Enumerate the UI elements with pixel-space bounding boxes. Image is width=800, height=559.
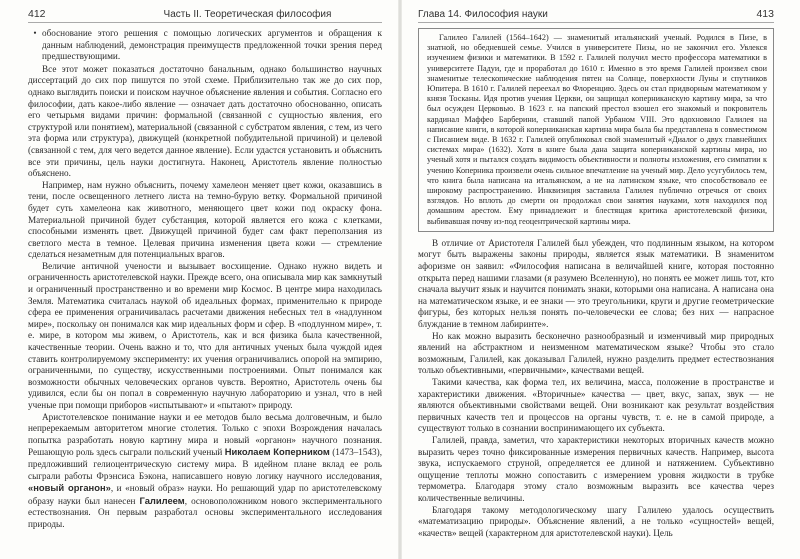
- bullet-item: [28, 28, 382, 63]
- left-page-number: 412: [28, 8, 46, 20]
- name-galileo: Галилеем: [139, 494, 185, 506]
- right-paragraph-1: В отличие от Аристотеля Галилей был убежден, что подлинным языком, на котором могут быть выражены законы природы, является язык математики. В знаменитом афоризме он заявил: «Философия написана в величайшей книге, которая постоянно открыта перед нашими глазами (я разумею Вселенную), но понять ее может лишь тот, кто сначала выучит язык и научится понимать знаки, которыми она написана. А написана она на математическом языке, и ее знаки — это треугольники, круги и другие геометрические фигуры, без которых нельзя понять по-человечески ее слова; без них — напрасное блуждание в темном лабиринте».: [418, 237, 774, 330]
- left-paragraph-4b: (1473–1543), предложивший гелиоцентрическую систему мира. В идейном плане вклад ее роль сыграли работы Фрэнсиса Бэкона, написавшего новую логику научного исследования,: [28, 447, 382, 481]
- right-page: [400, 0, 800, 559]
- right-paragraph-5: Благодаря такому методологическому шагу Галилею удалось осуществить «математизацию природы». Объяснение явлений, а не только «сущностей» вещей, «качеств» вещей (характерном для аристотелевской науки). Цель: [418, 504, 774, 538]
- left-running-header: [28, 0, 382, 23]
- right-paragraph-2: Но как можно выразить бесконечно разнообразный и изменчивый мир природных явлений на абстрактном и неизменном математическом языке? Чтобы это стало возможным, Галилей, как доказывал Галилей, нужно разделить предмет естествознания только объективными, «первичными», качествами вещей.: [418, 330, 774, 376]
- bullet-dot-icon: •: [33, 28, 37, 38]
- left-running-head: Часть II. Теоретическая философия: [163, 9, 332, 20]
- bullet-text: обоснование этого решения с помощью логических аргументов и обращения к данным наблюдений, демонстрация преимуществ предложенной точки зрения перед предшествующими.: [42, 28, 382, 62]
- left-paragraph-4: [28, 412, 382, 531]
- left-paragraph-4d: , основоположником нового экспериментального естествознания. Он первым разработал основы экспериментального исследования природы.: [28, 495, 382, 529]
- right-paragraph-3: Такими качества, как форма тел, их величина, масса, положение в пространстве и характеристики движения. «Вторичные» качества — цвет, вкус, запах, звук — не являются объективными свойствами вещей. Они возникают как результат воздействия первичных качеств тел и процессов на органы чувств, т. е. не в самой природе, а существуют только в сознании воспринимающего их субъекта.: [418, 376, 774, 434]
- right-paragraph-4: Галилей, правда, заметил, что характеристики некоторых вторичных качеств можно выразить через точно фиксированные измерения первичных качеств. Например, высота звука, испускаемого струной, определяется ее длиной и натяжением. Субъективно ощущение теплоты можно сопоставить с измерением уровня жидкости в трубке термометра. Благодаря этому стало возможным выразить все качества через количественные величины.: [418, 434, 774, 503]
- left-page-text: [28, 28, 382, 531]
- left-paragraph-2: Например, нам нужно объяснить, почему хамелеон меняет цвет кожи, оказавшись в тени, после освещенного летнего листа на темно-бурую ветку. Формальной причиной будет суть хамелеона как животного, меняющего цвет кожи под окраску фона. Материальной причиной будет субстанция, которой является его кожа с клетками, способными изменять цвет. Движущей причиной будет сам факт переползания из светлого места в темное. Целевая причина изменения цвета кожи — стремление сделаться незаметным для потенциальных врагов.: [28, 179, 382, 260]
- biography-box: [418, 28, 774, 232]
- right-running-head: Глава 14. Философия науки: [418, 9, 548, 20]
- right-page-number: 413: [756, 8, 774, 20]
- left-paragraph-3: Величие античной учености и вызывает восхищение. Однако нужно видеть и ограниченность аристотелевской науки. Прежде всего, она описывала мир как замкнутый и ограниченный пространственно и во времени мир Космос. В центре мира находилась Земля. Математика считалась наукой об идеальных формах, применительно к природе сфера ее применения ограничивалась расчетами движения небесных тел в «надлунном мире», поскольку он понимался как мир идеальных форм и сфер. В «подлунном мире», т. е. мире, в котором мы живем, о Аристотель, как и вся физика была качественной, качественные теории. Очень важно и то, что для античных ученых была чуждой идея ставить контролируемому эксперименту: их учения ограничивались опорой на эмпирию, ограниченными, по существу, искусственными построениями. Опыт понимался как возможности обычных человеческих органов чувств. Вероятно, Аристотель очень бы удивился, если бы он попал в современную научную лабораторию и узнал, что в ней ученые при помощи приборов «испытывают» и «пытают» природу.: [28, 260, 382, 410]
- bold-novum-organum: «новый органон»: [28, 482, 111, 494]
- right-running-header: [418, 0, 774, 23]
- name-copernicus: Николаем Коперником: [224, 446, 330, 458]
- biography-text: Галилео Галилей (1564–1642) — знаменитый итальянский ученый. Родился в Пизе, в знатной, но обедневшей семье. Учился в университете Пизы, но не закончил его. Увлекся изучением физики и математики. В 1592 г. Галилей получил место профессора математики в университете Падуи, где и проработал до 1610 г. Именно в это время Галилей произвел свои знаменитые телескопические наблюдения пятен на Солнце, поверхности Луны и спутников Юпитера. В 1610 г. Галилей переехал во Флоренцию. Здесь он стал придворным математиком у князя Тосканы. Идя против учения Церкви, он защищал коперниканскую картину мира, за что был осужден Церковью. В 1623 г. на папский престол взошел его знакомый и покровитель кардинал Маффео Барберини, ставший папой Урбаном VIII. Это вдохновило Галилея на написание книги, в которой коперниканская картина мира была бы представлена в совместимом с Писанием виде. В 1632 г. Галилей опубликовал свой знаменитый «Диалог о двух главнейших системах мира» (1632). Хотя в книге была дана защита коперниканской картины мира, но ученый хотя и пытался создать видимость объективности и полноты изложения, его симпатии к учению Коперника произвели очень сильное впечатление на ученый мир. Дело усугубилось тем, что книга была написана на итальянском, а не на латинском языке, что способствовало ее широкому распространению. Инквизиция заставила Галилея публично отречься от своих взглядов. Но вплоть до смерти он продолжал свои занятия науками, хотя находился под домашним арестом. Ему принадлежит и блестящая критика аристотелевской физики, выбивавшая почву из-под геоцентрической картины мира.: [427, 33, 767, 226]
- right-page-text: [418, 238, 774, 539]
- left-paragraph-1: Все этот может показаться достаточно банальным, однако большинство научных диссертаций до сих пор пишутся по этой схеме. Приблизительно так же до сих пор, однако выглядить поиски и поиском научное объяснение явления и события. Согласно его философии, дать какое-либо явление — означает дать достаточно обоснованно, описать его четырьмя видами причин: формальной (связанной с сущностью явления, его структурой или понятием), материальной (связанной с субстратом явления, с тем, из чего эта форма или структура), движущей (конкретной побудительной причиной) и целевой (связанной с тем, для чего ведется данное явление). Если удастся установить и объяснить все эти причины, цель науки достигнута. Наконец, Аристотель явление полностью объяснено.: [28, 63, 382, 179]
- left-paragraph-4c: , и «новый образ» науки. Но решающий удар по аристотелевскому образу науки был нанесен: [28, 483, 383, 506]
- left-paragraph-4a: Аристотелевское понимание науки и ее методов было весьма долговечным, и было непререкаемым авторитетом многие столетия. Только с эпохи Возрождения началась попытка разработать новую картину мира и новый «органон» научного познания. Решающую роль здесь сыграли польский ученый: [28, 411, 382, 458]
